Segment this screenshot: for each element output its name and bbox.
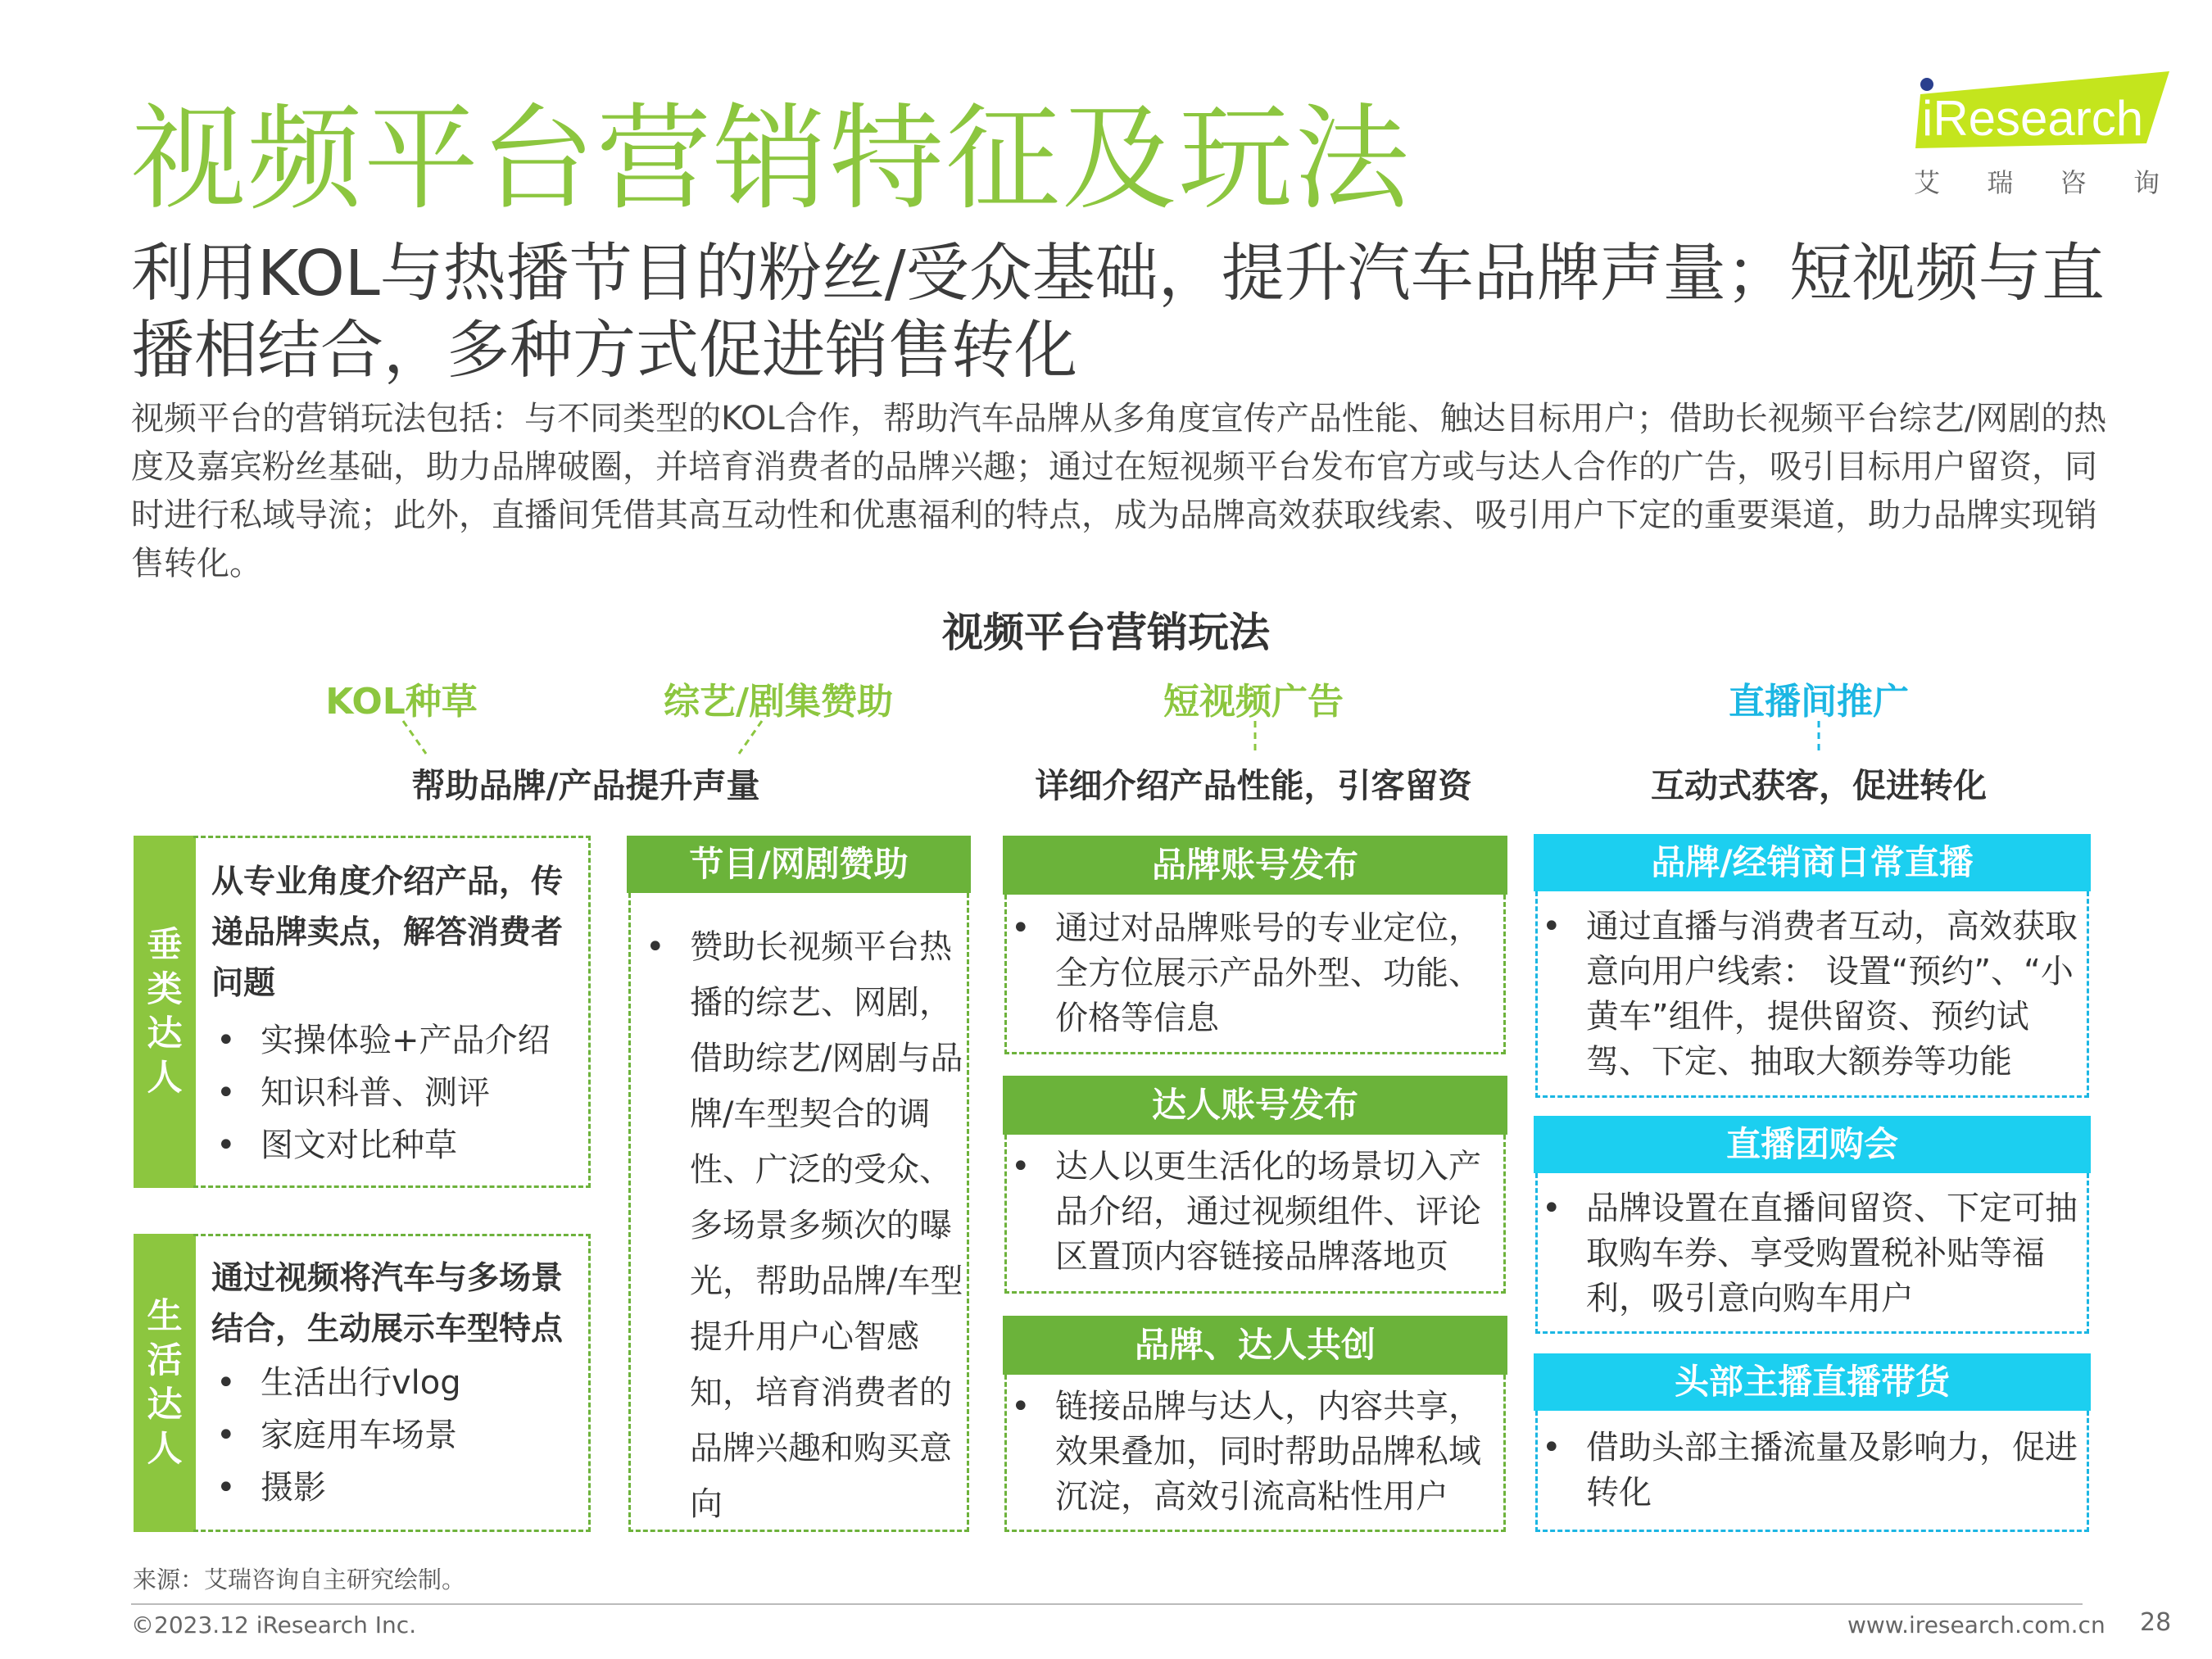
live-header-2: 直播团购会 [1534,1116,2091,1173]
page-title: 视频平台营销特征及玩法 [131,93,1412,226]
short-video-list-2 [1006,1145,1498,1280]
diagram-title: 视频平台营销玩法 [942,609,1270,656]
logo-subtitle: 艾 瑞 咨 询 [1914,167,2160,198]
page-subtitle: 利用KOL与热播节目的粉丝/受众基础，提升汽车品牌声量；短视频与直播相结合，多种方式促进销售转化 [131,238,2105,388]
live-list-1 [1537,904,2078,1085]
list-item: • 达人以更生活化的场景切入产品介绍，通过视频组件、评论区置顶内容链接品牌落地页 [1006,1145,1498,1280]
live-list-3 [1537,1426,2078,1516]
short-video-header-1: 品牌账号发布 [1003,836,1507,895]
category-short-video: 短视频广告 [1163,681,1344,723]
connector-lines [0,0,2212,819]
sidebar-life-kol: 生 活 达 人 [134,1234,196,1532]
short-video-list-3 [1006,1385,1502,1520]
short-video-list-1 [1006,906,1498,1041]
sidebar-vertical-kol: 垂 类 达 人 [134,836,196,1188]
sponsor-list [641,919,964,1532]
footer-divider [131,1603,2083,1605]
short-video-header-2: 达人账号发布 [1003,1076,1507,1135]
list-item: • 知识科普、测评 [211,1067,572,1119]
short-video-header-3: 品牌、达人共创 [1003,1316,1507,1375]
list-item: • 通过对品牌账号的专业定位，全方位展示产品外型、功能、价格等信息 [1006,906,1498,1041]
life-kol-list [211,1357,572,1514]
sponsor-header: 节目/网剧赞助 [627,836,971,893]
list-item: • 链接品牌与达人，内容共享，效果叠加，同时帮助品牌私域沉淀，高效引流高粘性用户 [1006,1385,1502,1520]
source-note: 来源：艾瑞咨询自主研究绘制。 [133,1566,466,1593]
list-item: • 图文对比种草 [211,1119,572,1172]
life-kol-heading: 通过视频将汽车与多场景结合，生动展示车型特点 [211,1260,564,1348]
desc-live: 互动式获客，促进转化 [1651,766,1987,805]
intro-paragraph: 视频平台的营销玩法包括：与不同类型的KOL合作，帮助汽车品牌从多角度宣传产品性能、触达目标用户；借助长视频平台综艺/网剧的热度及嘉宾粉丝基础，助力品牌破圈，并培育消费者的品牌兴趣；通过在短视频平台发布官方或与达人合作的广告，吸引目标用户留资，同时进行私域导流；此外，直播间凭借其高互动性和优惠福利的特点，成为品牌高效获取线索、吸引用户下定的重要渠道，助力品牌实现销售转化。 [131,400,2107,582]
copyright: ©2023.12 iResearch Inc. [131,1611,417,1639]
category-live: 直播间推广 [1729,681,1909,723]
live-header-1: 品牌/经销商日常直播 [1534,834,2091,891]
category-sponsorship: 综艺/剧集赞助 [663,681,894,723]
list-item: • 通过直播与消费者互动，高效获取意向用户线索： 设置“预约”、“小黄车”组件，提供留资、预约试驾、下定、抽取大额券等功能 [1537,904,2078,1085]
list-item: • 品牌设置在直播间留资、下定可抽取购车券、享受购置税补贴等福利，吸引意向购车用户 [1537,1186,2078,1321]
vertical-kol-heading: 从专业角度介绍产品，传递品牌卖点，解答消费者问题 [211,863,564,1002]
list-item: • 生活出行vlog [211,1357,572,1409]
desc-kol-sponsor: 帮助品牌/产品提升声量 [411,766,760,805]
list-item: • 摄影 [211,1462,572,1514]
list-item: • 实操体验+产品介绍 [211,1014,572,1067]
website-link[interactable]: www.iresearch.com.cn [1847,1611,2105,1639]
list-item: • 家庭用车场景 [211,1409,572,1462]
list-item: • 赞助长视频平台热播的综艺、网剧，借助综艺/网剧与品牌/车型契合的调性、广泛的受众、多场景多频次的曝光，帮助品牌/车型提升用户心智感知，培育消费者的品牌兴趣和购买意向 [641,919,964,1532]
category-kol: KOL种草 [325,681,478,723]
desc-short-video: 详细介绍产品性能，引客留资 [1035,766,1472,805]
live-header-3: 头部主播直播带货 [1534,1353,2091,1411]
list-item: • 借助头部主播流量及影响力，促进转化 [1537,1426,2078,1516]
live-list-2 [1537,1186,2078,1321]
vertical-kol-list [211,1014,572,1172]
page-number: 28 [2140,1608,2172,1637]
logo-text: iResearch [1922,91,2144,146]
